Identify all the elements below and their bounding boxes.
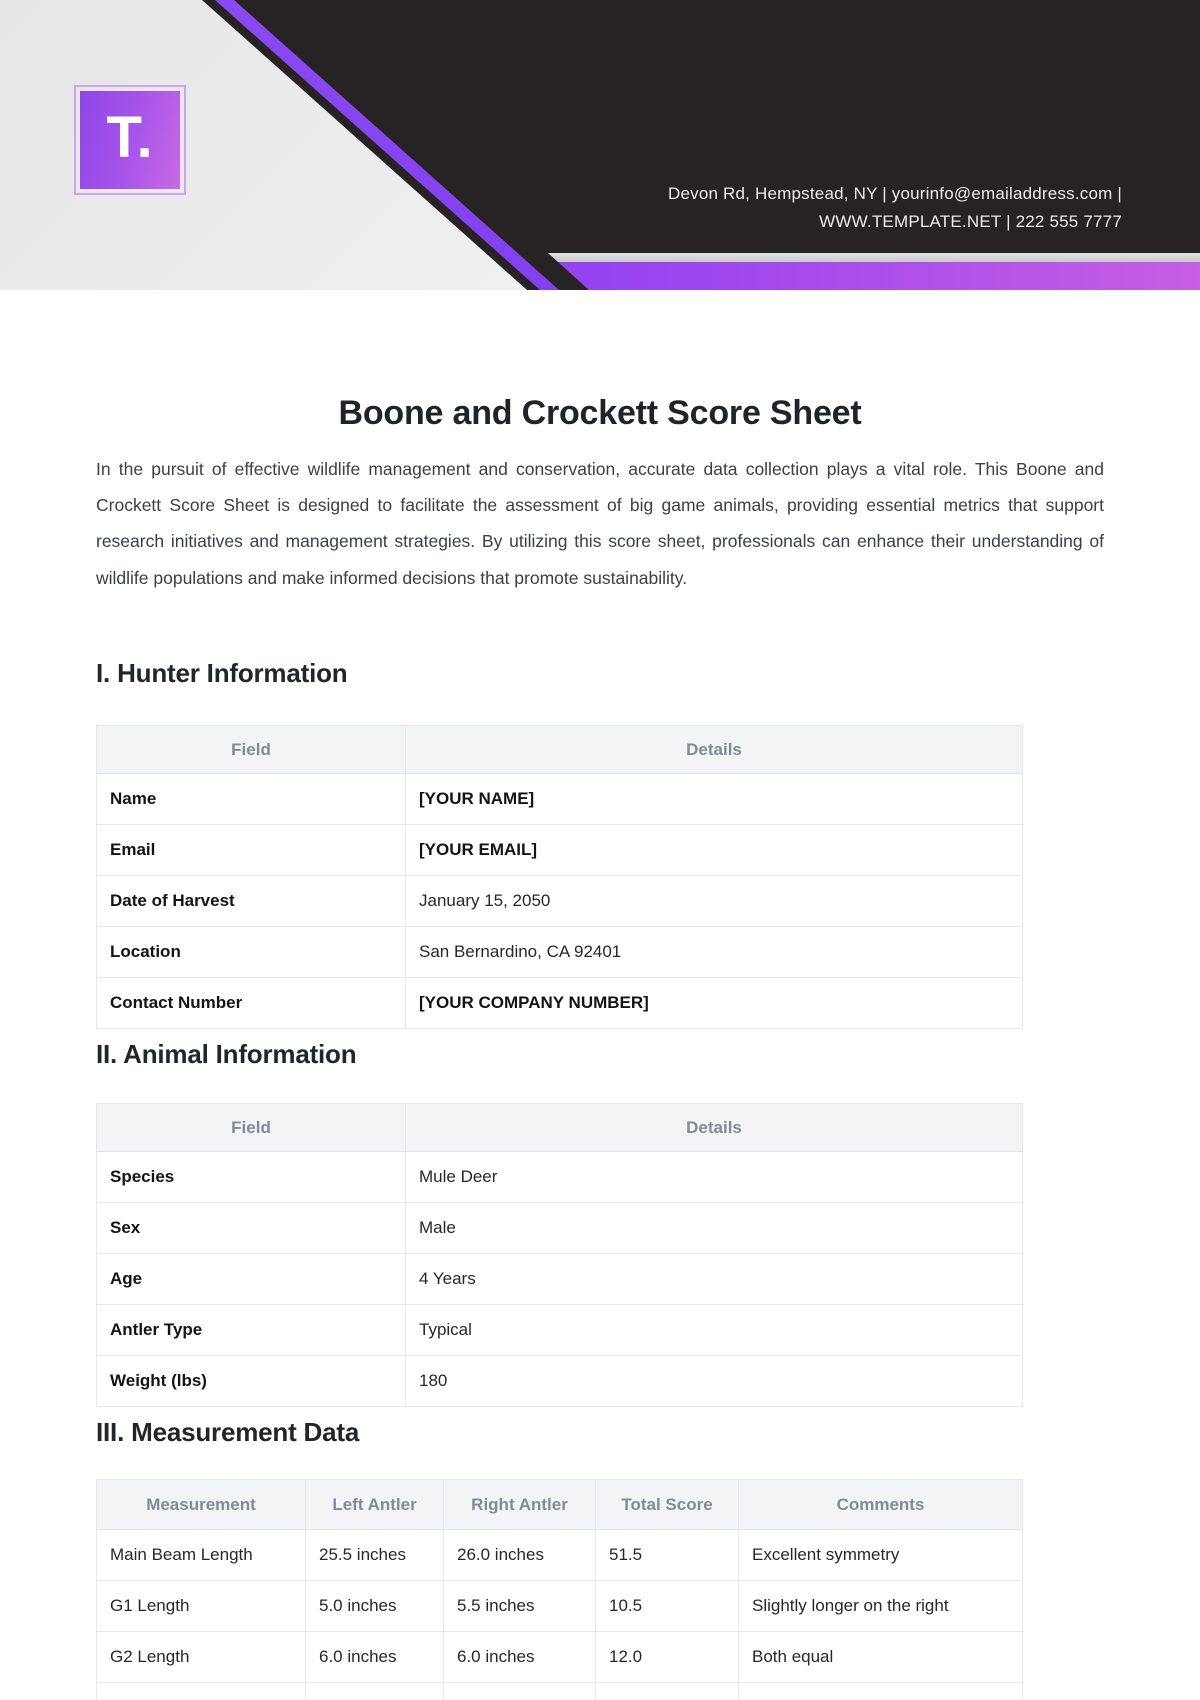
left-antler-value: 25.5 inches [306,1530,444,1581]
header-purple-bar [0,262,1200,290]
total-score-value [596,1683,739,1700]
column-header-right-antler: Right Antler [444,1480,596,1530]
table-row [97,1203,1023,1254]
page-title: Boone and Crockett Score Sheet [338,394,862,432]
column-header-details: Details [406,1104,1023,1152]
right-antler-value: 5.5 inches [444,1581,596,1632]
field-weight-value: 180 [406,1356,1023,1407]
measurement-name: Main Beam Length [97,1530,306,1581]
field-species-value: Mule Deer [406,1152,1023,1203]
field-date-of-harvest-value: January 15, 2050 [406,876,1023,927]
animal-information-table [96,1103,1023,1407]
table-row [97,1254,1023,1305]
section-heading-measurement-data: III. Measurement Data [96,1417,360,1447]
measurement-name: G2 Length [97,1632,306,1683]
field-weight-label: Weight (lbs) [97,1356,406,1407]
table-row [97,774,1023,825]
measurement-name [97,1683,306,1700]
contact-address-line: Devon Rd, Hempstead, NY | yourinfo@emailaddress.com | [667,184,1122,203]
header-banner [0,0,1200,290]
field-antler-type-value: Typical [406,1305,1023,1356]
comments-value: Both equal [739,1632,1023,1683]
table-header-row [97,1104,1023,1152]
comments-value: Slightly longer on the right [739,1581,1023,1632]
field-contact-number-value: [YOUR COMPANY NUMBER] [406,978,1023,1029]
field-species-label: Species [97,1152,406,1203]
field-location-label: Location [97,927,406,978]
table-row [97,1530,1023,1581]
table-row [97,1305,1023,1356]
total-score-value: 51.5 [596,1530,739,1581]
total-score-value: 12.0 [596,1632,739,1683]
table-header-row [97,1480,1023,1530]
field-sex-label: Sex [97,1203,406,1254]
field-contact-number-label: Contact Number [97,978,406,1029]
template-logo [74,85,186,195]
header-contact-info [668,180,1122,235]
field-email-label: Email [97,825,406,876]
column-header-total-score: Total Score [596,1480,739,1530]
total-score-value: 10.5 [596,1581,739,1632]
hunter-information-table [96,725,1023,1029]
measurement-data-table [96,1479,1023,1700]
table-row [97,1581,1023,1632]
intro-paragraph: In the pursuit of effective wildlife management and conservation, accurate data collection plays a vital role. This Boone and Crockett Score Sheet is designed to facilitate the assessment of big game animals, providing essential metrics that support research initiatives and management strategies. By utilizing this score sheet, professionals can enhance their understanding of wildlife populations and make informed decisions that promote sustainability. [96,459,1104,588]
table-header-row [97,726,1023,774]
column-header-field: Field [97,1104,406,1152]
logo-letter: T. [106,105,154,170]
section-heading-hunter-information: I. Hunter Information [96,658,348,688]
right-antler-value: 26.0 inches [444,1530,596,1581]
field-email-value: [YOUR EMAIL] [406,825,1023,876]
table-row [97,876,1023,927]
field-date-of-harvest-label: Date of Harvest [97,876,406,927]
field-location-value: San Bernardino, CA 92401 [406,927,1023,978]
measurement-name: G1 Length [97,1581,306,1632]
field-age-value: 4 Years [406,1254,1023,1305]
section-heading-animal-information: II. Animal Information [96,1039,357,1069]
column-header-field: Field [97,726,406,774]
contact-website-line: WWW.TEMPLATE.NET | 222 555 7777 [819,211,1122,231]
column-header-details: Details [406,726,1023,774]
field-name-value: [YOUR NAME] [406,774,1023,825]
comments-value: Excellent symmetry [739,1530,1023,1581]
column-header-comments: Comments [739,1480,1023,1530]
table-row [97,1152,1023,1203]
right-antler-value [444,1683,596,1700]
right-antler-value: 6.0 inches [444,1632,596,1683]
table-row [97,1632,1023,1683]
field-antler-type-label: Antler Type [97,1305,406,1356]
field-sex-value: Male [406,1203,1023,1254]
field-name-label: Name [97,774,406,825]
table-row [97,1356,1023,1407]
table-row [97,927,1023,978]
logo-gradient-square [80,91,180,189]
table-row-partial [97,1683,1023,1700]
header-gray-bar [0,253,1200,262]
field-age-label: Age [97,1254,406,1305]
left-antler-value: 5.0 inches [306,1581,444,1632]
left-antler-value [306,1683,444,1700]
column-header-measurement: Measurement [97,1480,306,1530]
table-row [97,978,1023,1029]
left-antler-value: 6.0 inches [306,1632,444,1683]
table-row [97,825,1023,876]
column-header-left-antler: Left Antler [306,1480,444,1530]
comments-value [739,1683,1023,1700]
